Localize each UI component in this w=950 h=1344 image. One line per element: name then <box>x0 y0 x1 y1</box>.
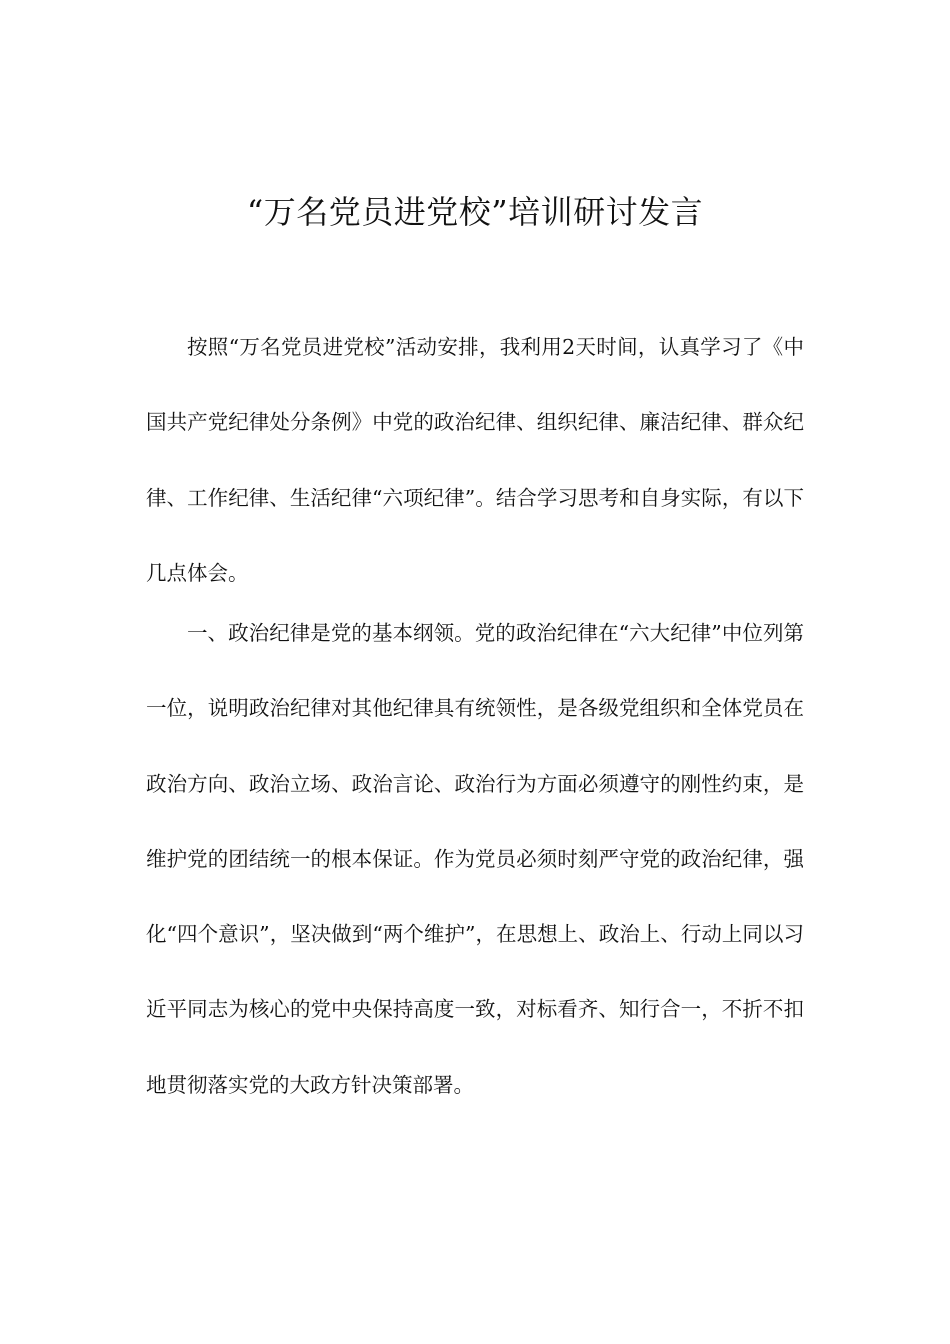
document-title: “万名党员进党校”培训研讨发言 <box>246 193 704 231</box>
body-paragraph-intro: 按照“万名党员进党校”活动安排，我利用2天时间，认真学习了《中国共产党纪律处分条例》中党的政治纪律、组织纪律、廉洁纪律、群众纪律、工作纪律、生活纪律“六项纪律”。结合学习思考和自身实际，有以下几点体会。 <box>146 335 804 585</box>
body-paragraph-political-discipline: 一、政治纪律是党的基本纲领。党的政治纪律在“六大纪律”中位列第一位，说明政治纪律对其他纪律具有统领性，是各级党组织和全体党员在政治方向、政治立场、政治言论、政治行为方面必须遵守的刚性约束，是维护党的团结统一的根本保证。作为党员必须时刻严守党的政治纪律，强化“四个意识”，坚决做到“两个维护”，在思想上、政治上、行动上同以习近平同志为核心的党中央保持高度一致，对标看齐、知行合一，不折不扣地贯彻落实党的大政方针决策部署。 <box>146 621 804 1097</box>
